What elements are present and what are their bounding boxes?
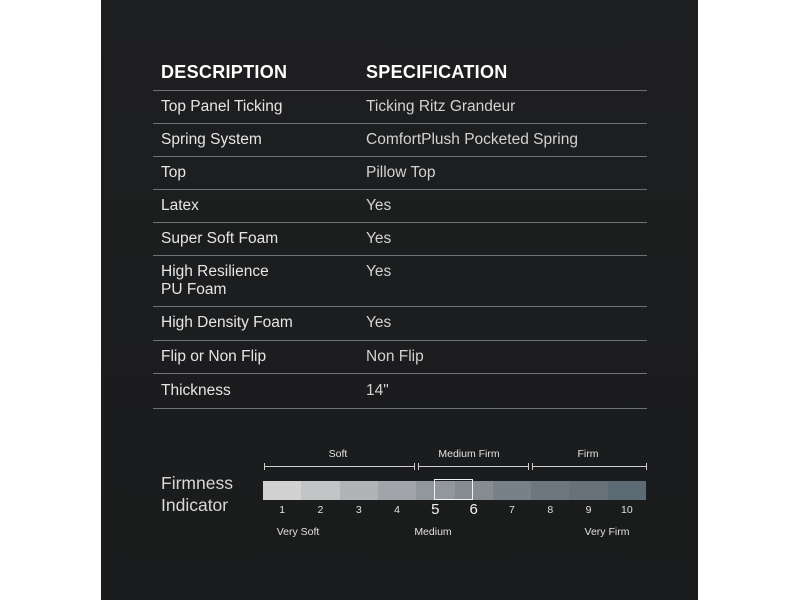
row-specification: Yes — [366, 230, 392, 247]
firmness-segment — [608, 481, 647, 500]
firmness-segment — [569, 481, 608, 500]
firmness-number: 3 — [355, 504, 362, 516]
scale-label-very-soft: Very Soft — [276, 526, 320, 538]
row-divider — [153, 189, 647, 190]
firmness-label: Firmness Indicator — [161, 473, 233, 515]
firmness-number: 8 — [547, 504, 554, 516]
firmness-number: 1 — [279, 504, 286, 516]
row-divider — [153, 156, 647, 157]
category-bracket — [264, 466, 414, 467]
category-bracket — [418, 466, 528, 467]
row-divider — [153, 408, 647, 409]
row-divider — [153, 123, 647, 124]
firmness-number: 9 — [585, 504, 592, 516]
bracket-tick — [264, 463, 265, 470]
firmness-number: 7 — [509, 504, 515, 516]
firmness-segment — [301, 481, 340, 500]
row-divider — [153, 306, 647, 307]
row-description: High Resilience PU Foam — [161, 263, 269, 298]
firmness-segment — [531, 481, 570, 500]
firmness-number: 2 — [317, 504, 324, 516]
firmness-segment — [378, 481, 417, 500]
firmness-number: 5 — [431, 501, 440, 518]
category-medium-firm: Medium Firm — [438, 448, 500, 460]
row-description: Super Soft Foam — [161, 230, 279, 247]
row-specification: 14" — [366, 382, 389, 399]
category-firm: Firm — [577, 448, 599, 460]
row-divider — [153, 340, 647, 341]
scale-label-very-firm: Very Firm — [584, 526, 630, 538]
row-specification: Non Flip — [366, 348, 424, 365]
selected-firmness-marker — [434, 479, 473, 500]
description-header: DESCRIPTION — [161, 62, 288, 82]
category-soft: Soft — [328, 448, 348, 460]
category-bracket — [532, 466, 646, 467]
firmness-number: 6 — [469, 501, 478, 518]
row-description: Spring System — [161, 131, 262, 148]
row-specification: Ticking Ritz Grandeur — [366, 98, 516, 115]
bracket-tick — [414, 463, 415, 470]
specification-header: SPECIFICATION — [366, 62, 508, 82]
row-specification: Pillow Top — [366, 164, 436, 181]
firmness-segment — [493, 481, 532, 500]
firmness-number: 10 — [621, 504, 633, 516]
row-description: Thickness — [161, 382, 231, 399]
row-description: Top Panel Ticking — [161, 98, 283, 115]
firmness-segment — [263, 481, 302, 500]
bracket-tick — [418, 463, 419, 470]
firmness-number: 4 — [394, 504, 400, 516]
row-specification: ComfortPlush Pocketed Spring — [366, 131, 578, 148]
firmness-segment — [340, 481, 379, 500]
row-divider — [153, 222, 647, 223]
row-divider — [153, 255, 647, 256]
row-divider — [153, 90, 647, 91]
scale-label-medium: Medium — [414, 526, 452, 538]
row-specification: Yes — [366, 197, 392, 214]
row-specification: Yes — [366, 263, 392, 280]
bracket-tick — [532, 463, 533, 470]
row-description: Top — [161, 164, 186, 181]
row-divider — [153, 373, 647, 374]
row-description: Latex — [161, 197, 199, 214]
bracket-tick — [646, 463, 647, 470]
row-description: Flip or Non Flip — [161, 348, 267, 365]
row-specification: Yes — [366, 314, 392, 331]
bracket-tick — [528, 463, 529, 470]
row-description: High Density Foam — [161, 314, 293, 331]
